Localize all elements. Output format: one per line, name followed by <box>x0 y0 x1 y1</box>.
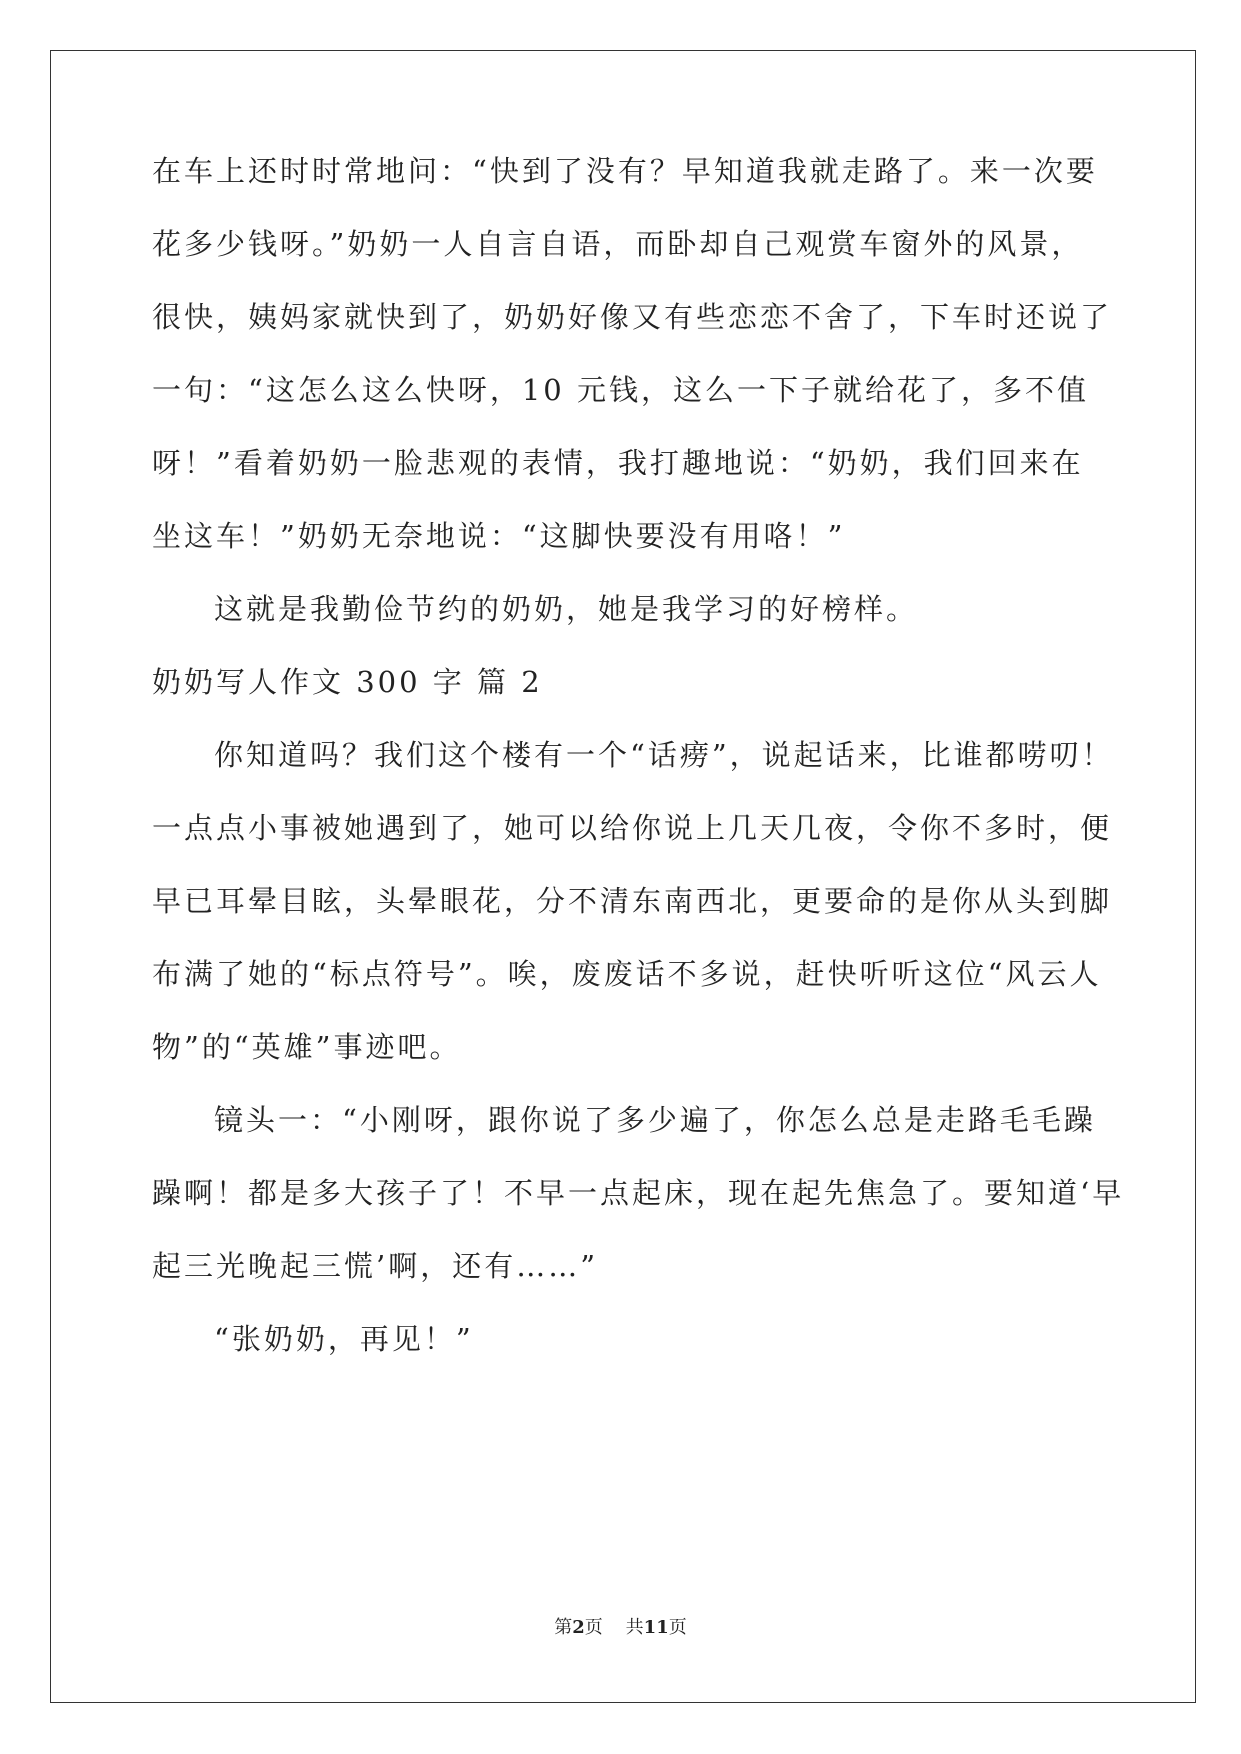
total-suffix: 页 <box>668 1617 687 1638</box>
section-heading: 奶奶写人作文 300 字 篇 2 <box>152 665 543 699</box>
page-suffix: 页 <box>584 1617 603 1638</box>
paragraph-line: 早已耳晕目眩，头晕眼花，分不清东南西北，更要命的是你从头到脚 <box>152 884 1113 918</box>
paragraph-line: 布满了她的“标点符号”。唉，废废话不多说，赶快听听这位“风云人 <box>152 957 1102 991</box>
paragraph-line: 一句：“这怎么这么快呀，10 元钱，这么一下子就给花了，多不值 <box>152 373 1089 407</box>
page-footer <box>0 1617 1241 1639</box>
page-number: 2 <box>572 1617 585 1638</box>
paragraph-line: 在车上还时时常地问：“快到了没有？早知道我就走路了。来一次要 <box>152 154 1098 188</box>
paragraph-line: 坐这车！”奶奶无奈地说：“这脚快要没有用咯！” <box>152 519 846 553</box>
page-prefix: 第 <box>554 1617 573 1638</box>
paragraph-line: 物”的“英雄”事迹吧。 <box>152 1030 462 1064</box>
paragraph-line: 花多少钱呀。”奶奶一人自言自语，而卧却自己观赏车窗外的风景， <box>152 227 1084 261</box>
paragraph-line: 很快，姨妈家就快到了，奶奶好像又有些恋恋不舍了，下车时还说了 <box>152 300 1113 334</box>
paragraph-line: 呀！”看着奶奶一脸悲观的表情，我打趣地说：“奶奶，我们回来在 <box>152 446 1084 480</box>
paragraph-line: 你知道吗？我们这个楼有一个“话痨”，说起话来，比谁都唠叨！ <box>214 738 1114 772</box>
paragraph-line: 起三光晚起三慌’啊，还有……” <box>152 1249 599 1283</box>
paragraph-line: 躁啊！都是多大孩子了！不早一点起床，现在起先焦急了。要知道‘早 <box>152 1176 1125 1210</box>
paragraph-line: 镜头一：“小刚呀，跟你说了多少遍了，你怎么总是走路毛毛躁 <box>214 1103 1096 1137</box>
paragraph-line: “张奶奶，再见！” <box>214 1322 474 1356</box>
total-prefix: 共 <box>625 1617 644 1638</box>
total-pages: 11 <box>643 1617 669 1638</box>
paragraph-line: 一点点小事被她遇到了，她可以给你说上几天几夜，令你不多时，便 <box>152 811 1113 845</box>
paragraph-line: 这就是我勤俭节约的奶奶，她是我学习的好榜样。 <box>214 592 919 626</box>
page-border <box>50 50 1196 1703</box>
